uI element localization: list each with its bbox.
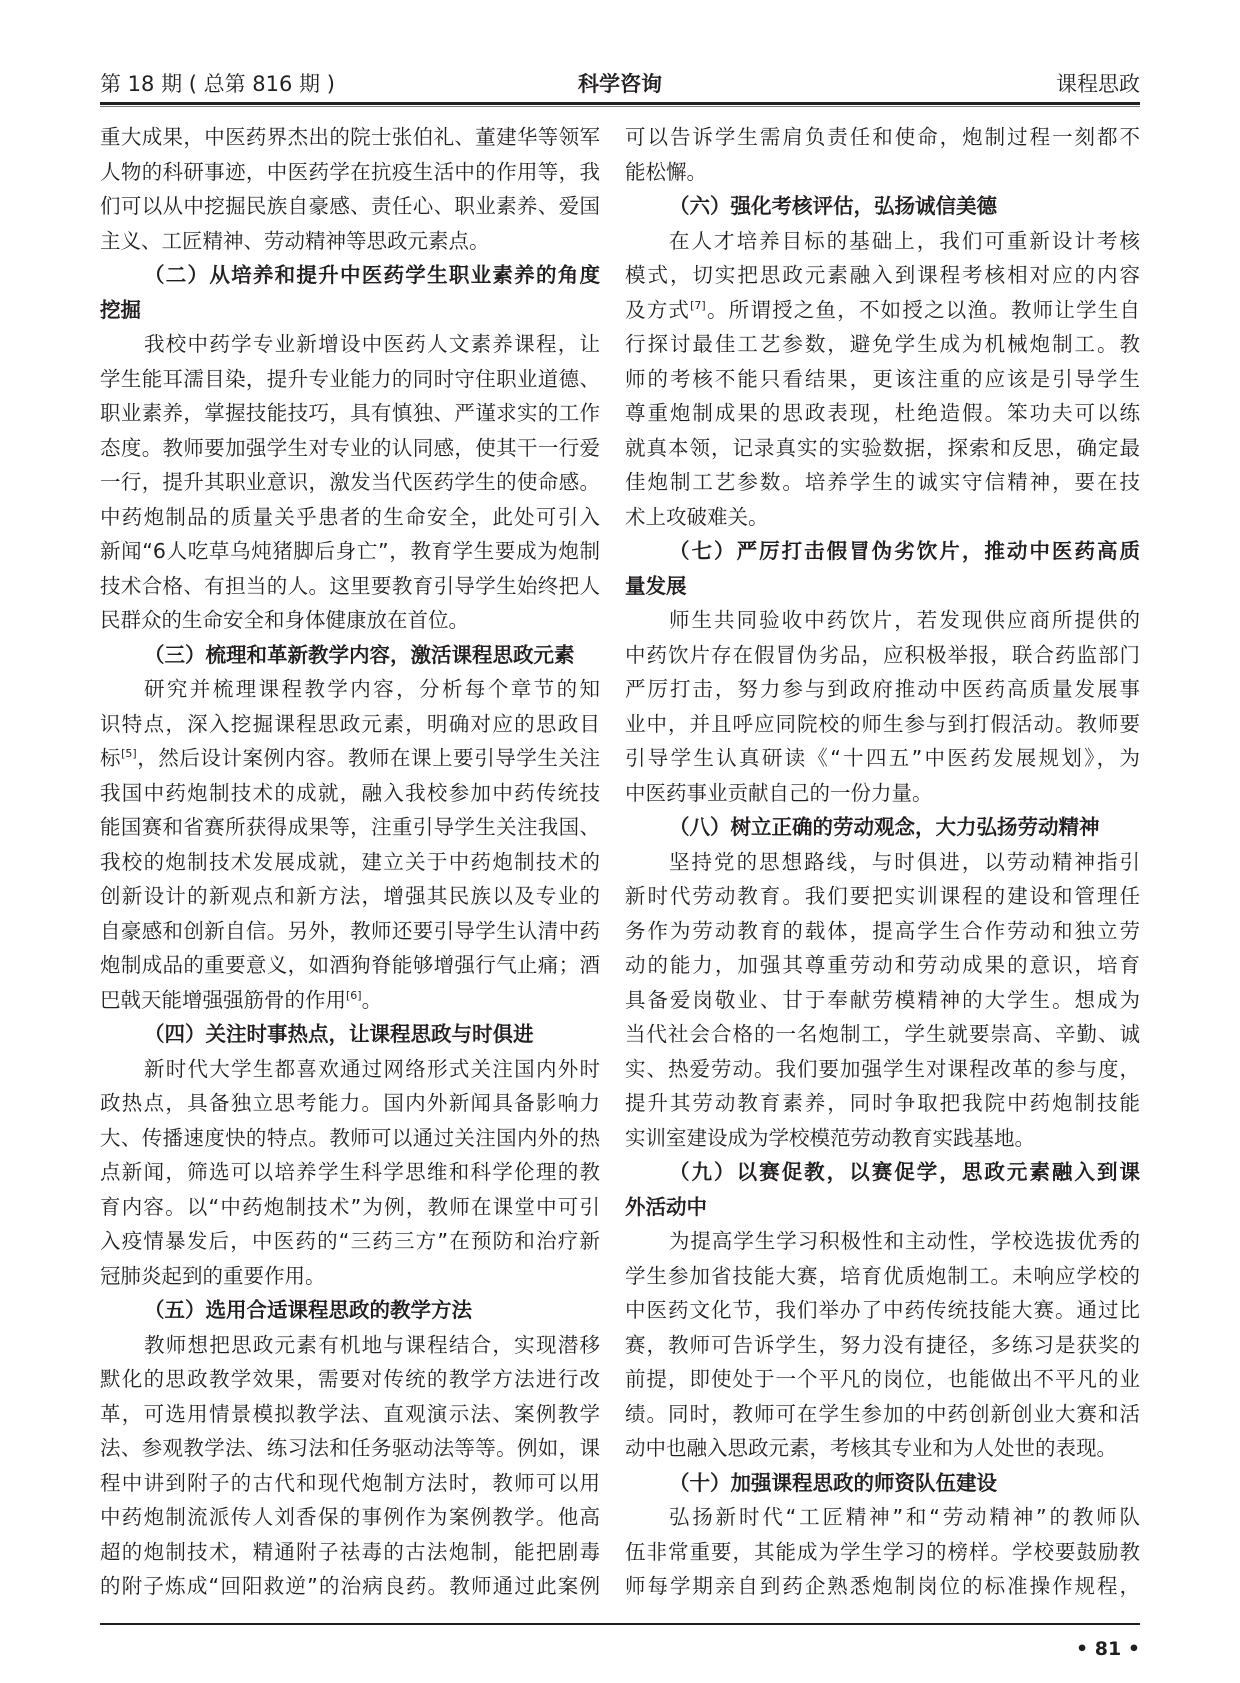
text-line: 坚持党的思想路线，与时俱进，以劳动精神指引 [669,849,1140,874]
text-line: 我校中药学专业新增设中医药人文素养课程，让 [144,332,600,356]
paragraph [625,224,1140,535]
paragraph [625,845,1140,1156]
section-heading [100,258,600,327]
text-line: 实、热爱劳动。我们要加强学生对课程改革的参与度， [625,1056,1140,1081]
text-line: 点新闻，筛选可以培养学生科学思维和科学伦理的教 [100,1160,600,1184]
text-line: 炮制成品的重要意义，如酒狗脊能够增强行气止痛；酒 [100,953,600,977]
text-line: 为提高学生学习积极性和主动性，学校选拔优秀的 [669,1229,1140,1253]
text-line: 实训室建设成为学校模范劳动教育实践基地。 [625,1125,1035,1150]
text-line: 师生共同验收中药饮片，若发现供应商所提供的 [669,608,1140,632]
text-line: 大、传播速度快的特点。教师可以通过关注国内外的热 [100,1125,600,1150]
text-line: 政热点，具备独立思考能力。国内外新闻具备影响力 [100,1091,600,1115]
section-heading [100,638,600,673]
text-line: 术上攻破难关。 [625,504,769,529]
text-line: 中药炮制流派传人刘香保的事例作为案例教学。他高 [100,1505,600,1529]
left-column [100,120,600,1604]
issue-label: 第 18 期 ( 总第 816 期 ) [100,72,335,96]
text-line: （七）严厉打击假冒伪劣饮片，推动中医药高质 [669,539,1140,563]
text-line: 就真本领，记录真实的实验数据，探索和反思，确定最 [625,435,1140,460]
text-line: 中药饮片存在假冒伪劣品，应积极举报，联合药监部门 [625,642,1140,667]
text-line: 巴戟天能增强强筋骨的作用[6]。 [100,987,383,1012]
text-line: 学生参加省技能大赛，培育优质炮制工。未响应学校的 [625,1263,1140,1288]
section-label: 课程思政 [1056,72,1140,96]
text-line: 学生能耳濡目染，提升专业能力的同时守住职业道德、 [100,366,600,391]
paragraph [625,603,1140,810]
text-line: 动中也融入思政元素，考核其专业和为人处世的表现。 [625,1436,1117,1460]
right-column [625,120,1140,1604]
section-heading [625,534,1140,603]
journal-title: 科学咨询 [578,72,662,96]
text-line: 能松懈。 [625,159,707,184]
text-line: （四）关注时事热点，让课程思政与时俱进 [144,1022,534,1046]
text-line: 我校的炮制技术发展成就，建立关于中药炮制技术的 [100,849,600,874]
text-line: 们可以从中挖掘民族自豪感、责任心、职业素养、爱国 [100,194,600,218]
text-line: 一行，提升其职业意识，激发当代医药学生的使命感。 [100,470,600,494]
text-line: 弘扬新时代“工匠精神”和“劳动精神”的教师队 [669,1505,1140,1529]
paragraph [100,1052,600,1294]
text-line: 标[5]，然后设计案例内容。教师在课上要引导学生关注 [100,746,600,770]
text-line: 民群众的生命安全和身体健康放在首位。 [100,608,469,632]
text-line: 育内容。以“中药炮制技术”为例，教师在课堂中可引 [100,1194,600,1219]
text-line: 默化的思政教学效果，需要对传统的教学方法进行改 [100,1367,600,1391]
text-line: 当代社会合格的一名炮制工，学生就要崇高、辛勤、诚 [625,1022,1140,1046]
text-line: 入疫情暴发后，中医药的“三药三方”在预防和治疗新 [100,1229,600,1253]
text-line: 及方式[7]。所谓授之鱼，不如授之以渔。教师让学生自 [625,297,1140,322]
text-line: （十）加强课程思政的师资队伍建设 [669,1470,997,1495]
text-line: （三）梳理和革新教学内容，激活课程思政元素 [144,642,575,667]
header-rule-thin [100,106,1140,107]
paragraph [625,1224,1140,1466]
footer-rule [100,1623,1140,1625]
text-line: （九）以赛促教，以赛促学，思政元素融入到课 [669,1160,1140,1184]
paragraph [100,120,600,258]
text-line: 的附子炼成“回阳救逆”的治病良药。教师通过此案例 [100,1574,600,1598]
page-number: • 81 • [1076,1638,1140,1660]
text-line: 态度。教师要加强学生对专业的认同感，使其干一行爱 [100,435,600,460]
paragraph [625,120,1140,189]
text-line: 技术合格、有担当的人。这里要教育引导学生始终把人 [100,573,600,598]
section-heading [100,1293,600,1328]
text-line: 引导学生认真研读《“十四五”中医药发展规划》，为 [625,746,1140,770]
text-line: 教师想把思政元素有机地与课程结合，实现潜移 [144,1332,600,1357]
section-heading [625,1155,1140,1224]
section-heading [625,1466,1140,1501]
text-line: 务作为劳动教育的载体，提高学生合作劳动和独立劳 [625,918,1140,943]
text-line: 佳炮制工艺参数。培养学生的诚实守信精神，要在技 [625,470,1140,494]
text-line: 冠肺炎起到的重要作用。 [100,1263,326,1288]
text-line: 业中，并且呼应同院校的师生参与到打假活动。教师要 [625,711,1140,736]
text-line: 在人才培养目标的基础上，我们可重新设计考核 [669,228,1140,253]
text-line: 我国中药炮制技术的成就，融入我校参加中药传统技 [100,780,600,805]
text-line: 革，可选用情景模拟教学法、直观演示法、案例教学 [100,1401,600,1426]
text-line: 识特点，深入挖掘课程思政元素，明确对应的思政目 [100,711,600,736]
paragraph [100,1328,600,1604]
text-line: （五）选用合适课程思政的教学方法 [144,1298,472,1322]
text-line: 创新设计的新观点和新方法，增强其民族以及专业的 [100,884,600,908]
text-line: 能国赛和省赛所获得成果等，注重引导学生关注我国、 [100,815,600,839]
text-line: 模式，切实把思政元素融入到课程考核相对应的内容 [625,263,1140,287]
text-line: 法、参观教学法、练习法和任务驱动法等等。例如，课 [100,1436,600,1460]
text-line: 程中讲到附子的古代和现代炮制方法时，教师可以用 [100,1470,600,1495]
section-heading [625,810,1140,845]
text-line: 绩。同时，教师可在学生参加的中药创新创业大赛和活 [625,1401,1140,1426]
text-line: 中药炮制品的质量关乎患者的生命安全，此处可引入 [100,504,600,529]
paragraph [100,327,600,638]
text-line: （八）树立正确的劳动观念，大力弘扬劳动精神 [669,815,1100,839]
text-line: 人物的科研事迹，中医药学在抗疫生活中的作用等，我 [100,159,600,184]
citation-ref: [6] [346,988,362,1002]
text-line: 研究并梳理课程教学内容，分析每个章节的知 [144,677,600,701]
text-line: 外活动中 [625,1194,707,1219]
text-line: 新闻“6人吃草乌炖猪脚后身亡”，教育学生要成为炮制 [100,539,600,563]
text-line: 可以告诉学生需肩负责任和使命，炮制过程一刻都不 [625,125,1140,149]
text-line: 动的能力，加强其尊重劳动和劳动成果的意识，培育 [625,953,1140,977]
text-line: 前提，即使处于一个平凡的岗位，也能做出不平凡的业 [625,1367,1140,1391]
text-line: 新时代大学生都喜欢通过网络形式关注国内外时 [144,1056,600,1081]
section-heading [100,1017,600,1052]
citation-ref: [7] [690,298,706,312]
text-line: 职业素养，掌握技能技巧，具有慎独、严谨求实的工作 [100,401,600,425]
text-line: 自豪感和创新自信。另外，教师还要引导学生认清中药 [100,918,600,943]
text-line: 严厉打击，努力参与到政府推动中医药高质量发展事 [625,677,1140,701]
running-header [100,66,1140,102]
text-line: （二）从培养和提升中医药学生职业素养的角度 [144,263,600,287]
text-line: （六）强化考核评估，弘扬诚信美德 [669,194,997,218]
paragraph [100,672,600,1017]
text-line: 新时代劳动教育。我们要把实训课程的建设和管理任 [625,884,1140,908]
text-line: 重大成果，中医药界杰出的院士张伯礼、董建华等领军 [100,125,600,149]
header-rule [100,102,1140,105]
text-line: 具备爱岗敬业、甘于奉献劳模精神的大学生。想成为 [625,987,1140,1012]
text-line: 挖掘 [100,297,141,322]
text-line: 尊重炮制成果的思政表现，杜绝造假。笨功夫可以练 [625,401,1140,425]
text-line: 中医药事业贡献自己的一份力量。 [625,780,933,805]
text-line: 赛，教师可告诉学生，努力没有捷径，多练习是获奖的 [625,1332,1140,1357]
citation-ref: [5] [121,747,137,760]
text-line: 提升其劳动教育素养，同时争取把我院中药炮制技能 [625,1091,1140,1115]
text-line: 行探讨最佳工艺参数，避免学生成为机械炮制工。教 [625,332,1140,356]
text-line: 师的考核不能只看结果，更该注重的应该是引导学生 [625,366,1140,391]
text-line: 中医药文化节，我们举办了中药传统技能大赛。通过比 [625,1298,1140,1322]
text-line: 主义、工匠精神、劳动精神等思政元素点。 [100,228,490,253]
text-line: 超的炮制技术，精通附子祛毒的古法炮制，能把剧毒 [100,1539,600,1564]
paragraph [625,1500,1140,1604]
text-line: 伍非常重要，其能成为学生学习的榜样。学校要鼓励教 [625,1539,1140,1564]
text-line: 量发展 [625,573,687,598]
text-line: 师每学期亲自到药企熟悉炮制岗位的标准操作规程， [625,1574,1140,1598]
section-heading [625,189,1140,224]
